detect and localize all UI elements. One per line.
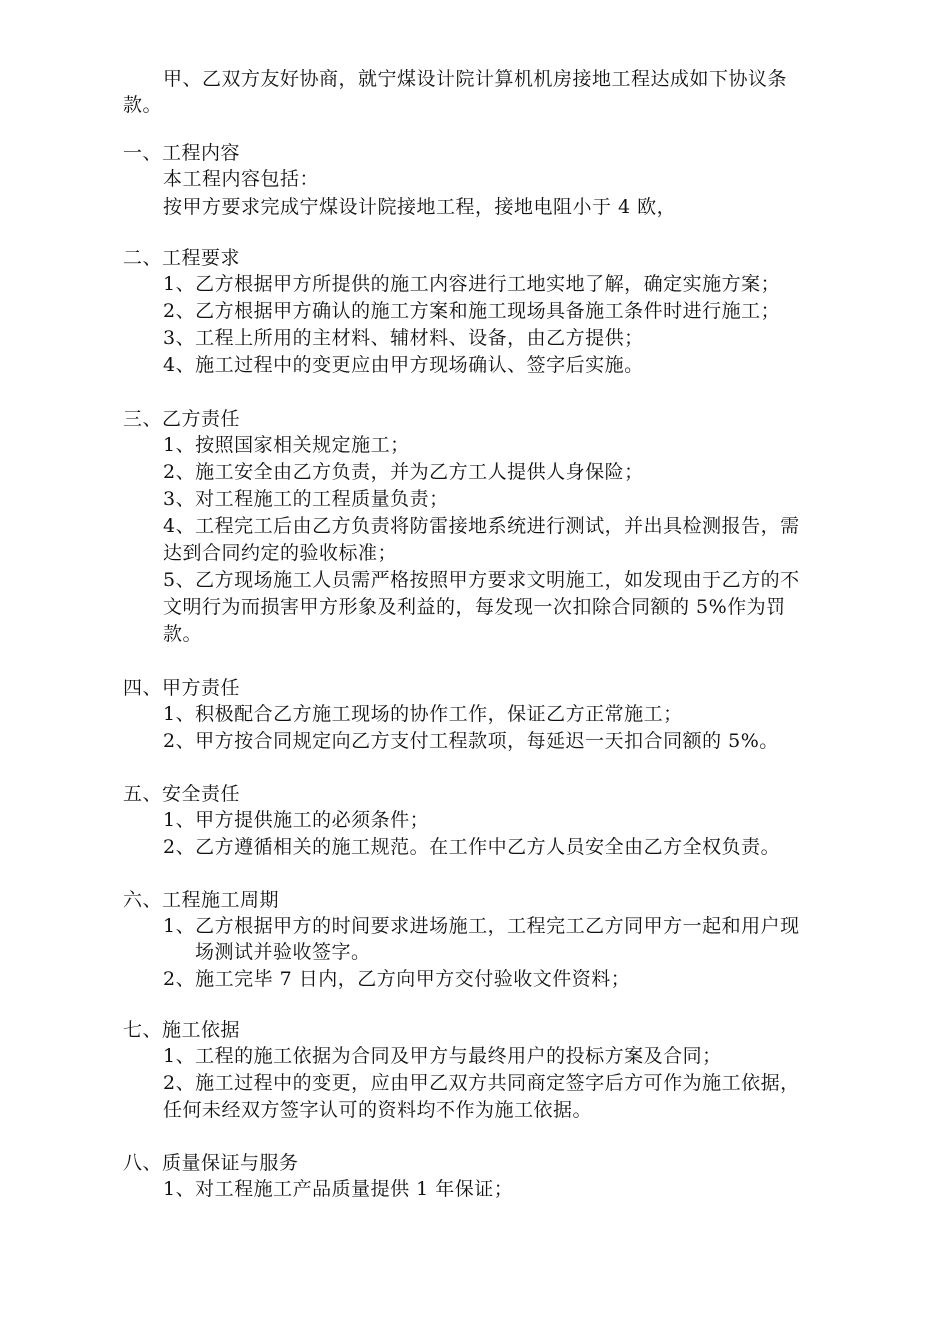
list-item: 1、甲方提供施工的必须条件； xyxy=(163,809,430,831)
list-item: 1、工程的施工依据为合同及甲方与最终用户的投标方案及合同； xyxy=(163,1045,722,1067)
list-item: 1、对工程施工产品质量提供 1 年保证； xyxy=(163,1178,514,1200)
list-item-continuation: 场测试并验收签字。 xyxy=(195,941,371,963)
list-item: 2、施工过程中的变更，应由甲乙双方共同商定签字后方可作为施工依据， xyxy=(163,1072,800,1094)
section-heading: 三、乙方责任 xyxy=(123,408,241,430)
list-item: 1、乙方根据甲方所提供的施工内容进行工地实地了解，确定实施方案； xyxy=(163,273,781,295)
list-item: 5、乙方现场施工人员需严格按照甲方要求文明施工，如发现由于乙方的不 xyxy=(163,569,800,591)
section-heading: 六、工程施工周期 xyxy=(123,889,280,911)
section-heading: 五、安全责任 xyxy=(123,783,241,805)
intro-line: 甲、乙双方友好协商，就宁煤设计院计算机机房接地工程达成如下协议条 xyxy=(163,68,788,90)
list-item-continuation: 款。 xyxy=(163,623,203,645)
list-item: 1、积极配合乙方施工现场的协作工作，保证乙方正常施工； xyxy=(163,703,683,725)
list-item: 3、对工程施工的工程质量负责； xyxy=(163,488,449,510)
list-item: 1、乙方根据甲方的时间要求进场施工，工程完工乙方同甲方一起和用户现 xyxy=(163,915,800,937)
section-heading: 二、工程要求 xyxy=(123,247,241,269)
section-heading: 一、工程内容 xyxy=(123,142,241,164)
list-item: 4、施工过程中的变更应由甲方现场确认、签字后实施。 xyxy=(163,354,644,376)
section-heading: 四、甲方责任 xyxy=(123,677,241,699)
list-item: 2、乙方遵循相关的施工规范。在工作中乙方人员安全由乙方全权负责。 xyxy=(163,836,781,858)
paragraph-line: 本工程内容包括： xyxy=(163,168,320,190)
list-item: 4、工程完工后由乙方负责将防雷接地系统进行测试，并出具检测报告，需 xyxy=(163,515,800,537)
list-item: 2、施工完毕 7 日内，乙方向甲方交付验收文件资料； xyxy=(163,968,631,990)
intro-line: 款。 xyxy=(123,94,163,116)
list-item: 2、乙方根据甲方确认的施工方案和施工现场具备施工条件时进行施工； xyxy=(163,300,781,322)
list-item: 2、施工安全由乙方负责，并为乙方工人提供人身保险； xyxy=(163,461,644,483)
list-item-continuation: 文明行为而损害甲方形象及利益的，每发现一次扣除合同额的 5%作为罚 xyxy=(163,596,786,618)
list-item: 3、工程上所用的主材料、辅材料、设备，由乙方提供； xyxy=(163,327,644,349)
list-item-continuation: 达到合同约定的验收标准； xyxy=(163,542,398,564)
section-heading: 八、质量保证与服务 xyxy=(123,1152,299,1174)
list-item: 2、甲方按合同规定向乙方支付工程款项，每延迟一天扣合同额的 5%。 xyxy=(163,730,779,752)
section-heading: 七、施工依据 xyxy=(123,1019,241,1041)
paragraph-line: 按甲方要求完成宁煤设计院接地工程，接地电阻小于 4 欧， xyxy=(163,196,677,218)
list-item: 1、按照国家相关规定施工； xyxy=(163,434,410,456)
list-item-continuation: 任何未经双方签字认可的资料均不作为施工依据。 xyxy=(163,1099,593,1121)
